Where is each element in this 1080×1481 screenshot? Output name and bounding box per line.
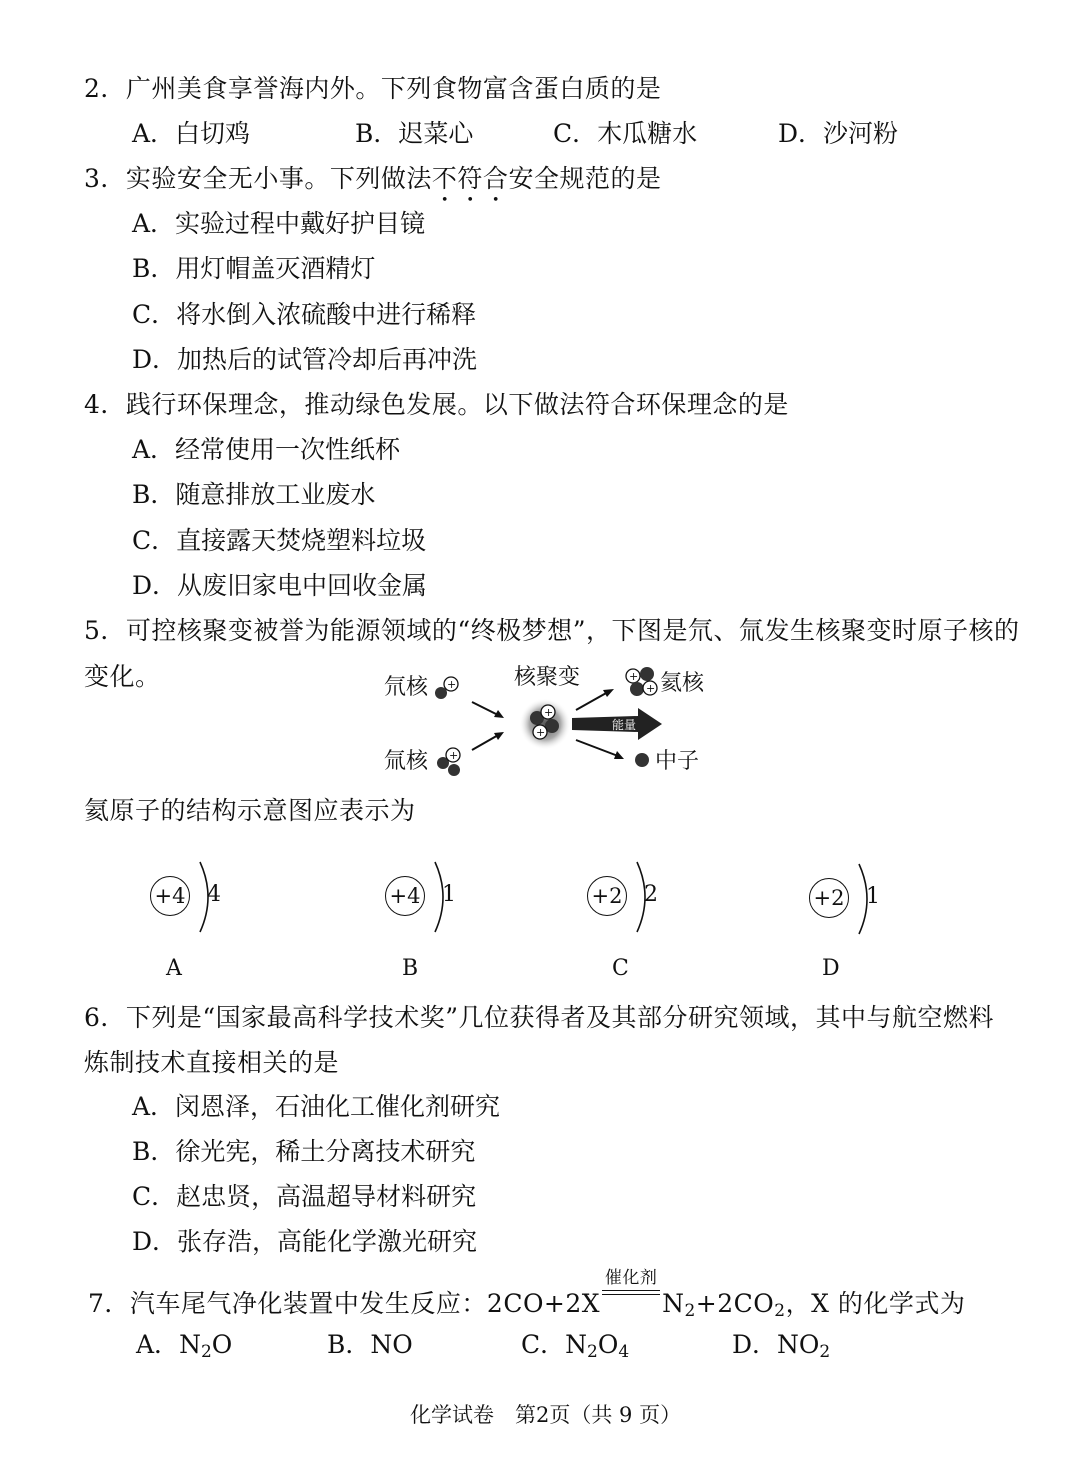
tritium-label: 氚核 — [384, 749, 429, 774]
q5-stem-line2: 变化。 — [84, 662, 161, 691]
equation-bar-top — [602, 1290, 660, 1291]
q3-stem-before: 3．实验安全无小事。下列做法 — [84, 164, 432, 193]
catalyst-label: 催化剂 — [604, 1268, 658, 1288]
q7-option-b-letter: B． — [327, 1330, 371, 1359]
q2-option-d: D．沙河粉 — [778, 119, 899, 148]
q7-option-c-tail-sub: 4 — [618, 1342, 630, 1362]
q7-option-b — [327, 1328, 413, 1362]
svg-text:+: + — [536, 726, 546, 739]
q5-prompt: 氦原子的结构示意图应表示为 — [84, 796, 416, 825]
structure-a-nucleus: +4 — [150, 876, 190, 916]
q7-option-c-tail: O — [597, 1330, 619, 1359]
svg-text:+: + — [544, 706, 554, 719]
fusion-center-icon — [519, 698, 571, 750]
fusion-label: 核聚变 — [514, 665, 581, 690]
q7-option-a-sub: 2 — [200, 1342, 212, 1362]
q2-option-a: A．白切鸡 — [132, 119, 251, 148]
q7-option-d — [732, 1328, 830, 1369]
q2-option-b: B．迟菜心 — [355, 119, 474, 148]
energy-arrow-icon — [572, 708, 662, 740]
q6-option-d: D．张存浩，高能化学激光研究 — [132, 1227, 478, 1256]
structure-c-electrons: 2 — [644, 882, 658, 907]
deuterium-label: 氘核 — [384, 675, 429, 700]
q7-option-c — [521, 1328, 629, 1369]
svg-text:+: + — [646, 682, 656, 695]
q7-option-d-sub: 2 — [819, 1342, 831, 1362]
helium-nucleus-icon — [626, 667, 657, 696]
q6-option-a: A．闵恩泽，石油化工催化剂研究 — [132, 1092, 501, 1121]
neutron-label: 中子 — [655, 749, 700, 774]
q3-option-d: D．加热后的试管冷却后再冲洗 — [132, 345, 478, 374]
q7-option-a-letter: A． — [136, 1330, 180, 1359]
svg-text:+: + — [629, 670, 639, 683]
structure-a — [150, 860, 240, 940]
q7-product-n-sub: 2 — [684, 1301, 696, 1321]
q6-stem-line1: 6．下列是“国家最高科学技术奖”几位获得者及其部分研究领域，其中与航空燃料 — [84, 1003, 994, 1032]
arrow-in-icons — [472, 702, 504, 750]
q2-option-c: C．木瓜糖水 — [553, 119, 698, 148]
structure-d — [809, 862, 899, 942]
q7-option-c-letter: C． — [521, 1330, 566, 1359]
q3-option-b: B．用灯帽盖灭酒精灯 — [132, 254, 376, 283]
q6-option-c: C．赵忠贤，高温超导材料研究 — [132, 1182, 477, 1211]
q7-option-a-tail: O — [211, 1330, 233, 1359]
structure-a-label: A — [166, 956, 182, 981]
svg-text:+: + — [447, 678, 457, 691]
page-footer: 化学试卷 第2页（共 9 页） — [410, 1403, 682, 1427]
q6-option-b: B．徐光宪，稀土分离技术研究 — [132, 1137, 476, 1166]
fusion-diagram — [380, 660, 720, 790]
structure-b-nucleus: +4 — [385, 876, 425, 916]
q3-option-c: C．将水倒入浓硫酸中进行稀释 — [132, 300, 477, 329]
structure-b-electrons: 1 — [442, 882, 456, 907]
structure-b-label: B — [402, 956, 419, 981]
tritium-nucleus-icon — [437, 748, 460, 776]
q3-stem-after: 安全规范的是 — [508, 164, 662, 193]
q7-option-a-base: N — [179, 1330, 201, 1359]
q7-product-n: N — [662, 1289, 685, 1318]
structure-b — [385, 860, 475, 940]
structure-d-electrons: 1 — [866, 884, 880, 909]
q7-product-co: +2CO — [695, 1289, 775, 1318]
structure-a-electrons: 4 — [207, 882, 221, 907]
q7-option-c-base: N — [565, 1330, 588, 1359]
catalyst-condition — [600, 1268, 662, 1321]
q7-stem — [88, 1268, 966, 1328]
q4-option-b: B．随意排放工业废水 — [132, 480, 376, 509]
q7-option-c-sub: 2 — [587, 1342, 598, 1362]
q6-stem-line2: 炼制技术直接相关的是 — [84, 1048, 340, 1077]
structure-d-label: D — [822, 956, 840, 981]
q3-stem — [84, 162, 661, 208]
q7-stem-prefix: 7．汽车尾气净化装置中发生反应：2CO+2X — [88, 1289, 601, 1318]
q3-stem-emphasis: 不符合 — [431, 164, 509, 193]
q7-option-a — [136, 1328, 232, 1369]
q4-stem: 4．践行环保理念，推动绿色发展。以下做法符合环保理念的是 — [84, 390, 789, 419]
q4-option-a: A．经常使用一次性纸杯 — [132, 435, 401, 464]
q7-product-co-sub: 2 — [774, 1301, 786, 1321]
structure-c-label: C — [612, 956, 629, 981]
energy-label: 能量 — [612, 718, 637, 732]
q7-option-d-base: NO — [777, 1330, 820, 1359]
q7-option-d-letter: D． — [732, 1330, 778, 1359]
structure-c-nucleus: +2 — [587, 876, 627, 916]
deuterium-nucleus-icon — [435, 677, 458, 699]
structure-d-nucleus: +2 — [809, 878, 849, 918]
helium-label: 氦核 — [660, 671, 705, 696]
q5-stem-line1: 5．可控核聚变被誉为能源领域的“终极梦想”，下图是氘、氚发生核聚变时原子核的 — [84, 616, 1020, 645]
svg-text:+: + — [449, 749, 459, 762]
q7-stem-suffix: ，X 的化学式为 — [785, 1289, 966, 1318]
q3-option-a: A．实验过程中戴好护目镜 — [132, 209, 426, 238]
neutron-icon — [635, 753, 649, 767]
q4-option-d: D．从废旧家电中回收金属 — [132, 571, 428, 600]
structure-c — [587, 860, 677, 940]
q7-option-b-base: NO — [370, 1330, 413, 1359]
q2-stem: 2．广州美食享誉海内外。下列食物富含蛋白质的是 — [84, 74, 662, 103]
equation-bar-bottom — [602, 1294, 660, 1295]
q4-option-c: C．直接露天焚烧塑料垃圾 — [132, 526, 427, 555]
